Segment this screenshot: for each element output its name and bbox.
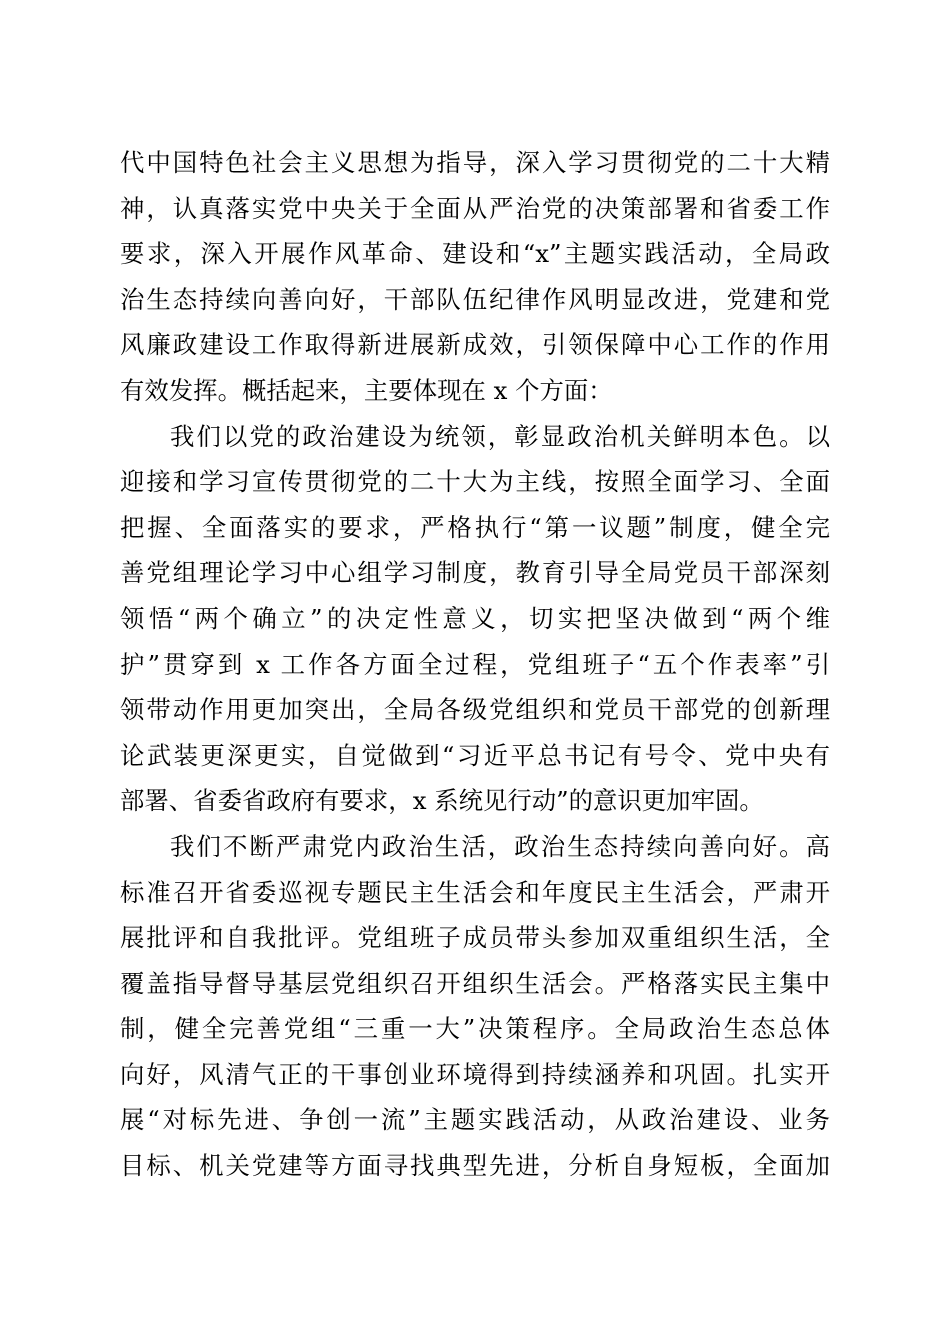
text-line: 代中国特色社会主义思想为指导，深入学习贯彻党的二十大精 (120, 148, 830, 177)
paragraph-2 (120, 414, 830, 824)
text-line: 制，健全完善党组“三重一大”决策程序。全局政治生态总体 (120, 1014, 830, 1044)
text-line: 善党组理论学习中心组学习制度，教育引导全局党员干部深刻 (120, 558, 830, 588)
text-line: 有效发挥。概括起来，主要体现在 x 个方面： (120, 375, 613, 405)
paragraph-3 (120, 824, 830, 1189)
text-line: 标准召开省委巡视专题民主生活会和年度民主生活会，严肃开 (120, 877, 830, 907)
document-body (120, 140, 830, 1189)
text-line: 神，认真落实党中央关于全面从严治党的决策部署和省委工作 (120, 193, 830, 223)
text-line: 展“对标先进、争创一流”主题实践活动，从政治建设、业务 (120, 1105, 830, 1135)
text-line: 领带动作用更加突出，全局各级党组织和党员干部党的创新理 (120, 695, 830, 725)
text-line: 把握、全面落实的要求，严格执行“第一议题”制度，健全完 (120, 512, 830, 542)
text-line: 领悟“两个确立”的决定性意义，切实把坚决做到“两个维 (120, 603, 830, 633)
paragraph-1 (120, 140, 830, 414)
text-line: 护”贯穿到 x 工作各方面全过程，党组班子“五个作表率”引 (120, 649, 830, 679)
text-line: 展批评和自我批评。党组班子成员带头参加双重组织生活，全 (120, 923, 830, 953)
text-line: 覆盖指导督导基层党组织召开组织生活会。严格落实民主集中 (120, 968, 830, 998)
text-line: 风廉政建设工作取得新进展新成效，引领保障中心工作的作用 (120, 330, 830, 360)
text-line: 部署、省委省政府有要求，x 系统见行动”的意识更加牢固。 (120, 786, 764, 816)
text-line: 迎接和学习宣传贯彻党的二十大为主线，按照全面学习、全面 (120, 467, 830, 497)
text-line: 目标、机关党建等方面寻找典型先进，分析自身短板，全面加 (120, 1151, 830, 1181)
text-line: 论武装更深更实，自觉做到“习近平总书记有号令、党中央有 (120, 740, 830, 770)
text-line: 向好，风清气正的干事创业环境得到持续涵养和巩固。扎实开 (120, 1059, 830, 1089)
text-line: 我们不断严肃党内政治生活，政治生态持续向善向好。高 (170, 831, 830, 861)
text-line: 要求，深入开展作风革命、建设和“x”主题实践活动，全局政 (120, 239, 830, 269)
text-line: 我们以党的政治建设为统领，彰显政治机关鲜明本色。以 (170, 421, 830, 451)
text-line: 治生态持续向善向好，干部队伍纪律作风明显改进，党建和党 (120, 284, 830, 314)
